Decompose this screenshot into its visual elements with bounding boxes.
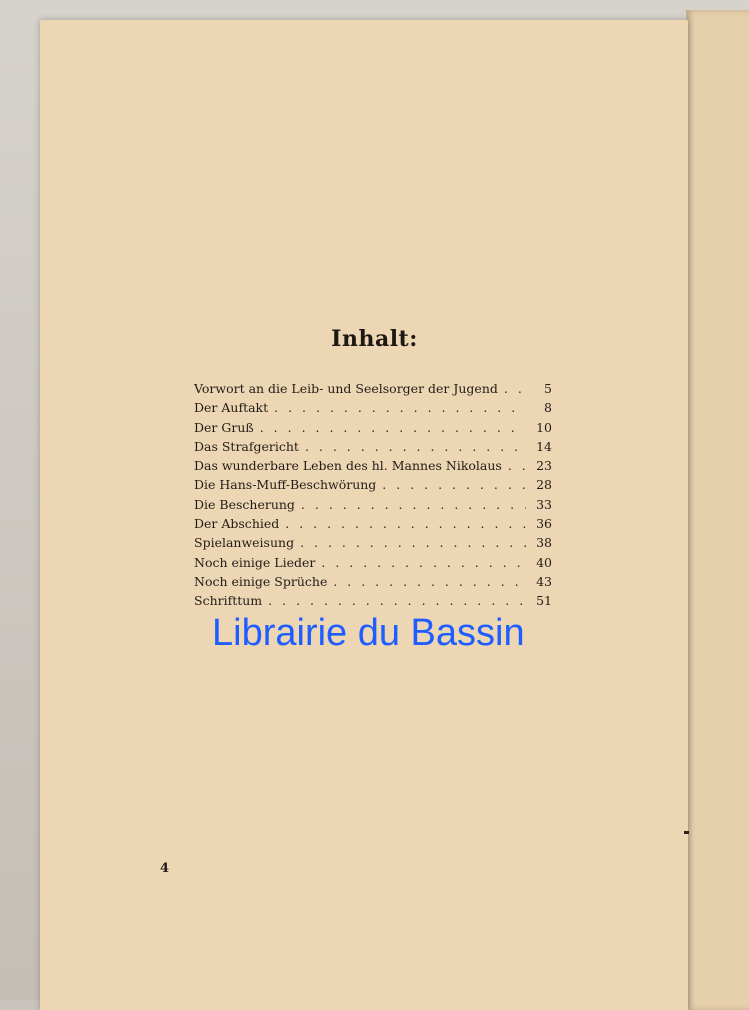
toc-entry-page: 40: [536, 554, 552, 570]
toc-entry-page: 5: [544, 381, 552, 396]
page-number: 4: [160, 861, 170, 876]
toc-leader-dots: [300, 535, 526, 550]
toc-leader-dots: [301, 497, 526, 512]
toc-leader-dots: [285, 516, 526, 531]
toc-leader-dots: [274, 400, 526, 415]
toc-entry-title: Der Gruß: [194, 419, 254, 435]
toc-entry-page: 14: [536, 438, 552, 454]
toc-entry: [194, 458, 552, 477]
toc-entry-page: 28: [536, 477, 552, 493]
facing-page-edge: [686, 10, 749, 1010]
seller-watermark: Librairie du Bassin: [212, 612, 525, 654]
toc-leader-dots: [321, 555, 526, 570]
toc-leader-dots: [305, 439, 526, 454]
toc-entry-title: Die Bescherung: [194, 496, 295, 512]
toc-entry-page: 10: [536, 419, 552, 435]
toc-entry-title: Der Abschied: [194, 516, 280, 532]
toc-entry: [194, 535, 552, 554]
toc-entry-title: Noch einige Lieder: [194, 554, 316, 570]
toc-entry: [194, 420, 552, 439]
toc-entry: [194, 516, 552, 535]
toc-entry: [194, 439, 552, 458]
toc-entry: [194, 574, 552, 593]
toc-entry: [194, 497, 552, 516]
toc-leader-dots: [260, 420, 526, 435]
toc-leader-dots: [504, 381, 526, 396]
toc-entry: [194, 477, 552, 496]
toc-entry-title: Der Auftakt: [194, 400, 269, 416]
toc-entry-page: 43: [536, 573, 552, 589]
table-of-contents: [194, 381, 552, 613]
toc-leader-dots: [382, 477, 526, 492]
toc-entry-title: Vorwort an die Leib- und Seelsorger der Jugend: [194, 381, 498, 396]
toc-entry-title: Das wunderbare Leben des hl. Mannes Nikolaus: [194, 458, 502, 474]
toc-title: Inhalt:: [331, 326, 418, 352]
toc-entry-title: Noch einige Sprüche: [194, 573, 328, 589]
page-edge-mark: [684, 831, 689, 834]
toc-entry-page: 8: [544, 400, 552, 416]
toc-entry: [194, 555, 552, 574]
toc-entry-page: 33: [536, 496, 552, 512]
toc-leader-dots: [268, 593, 526, 608]
toc-leader-dots: [333, 574, 526, 589]
toc-entry-page: 36: [536, 516, 552, 532]
toc-entry: [194, 381, 552, 400]
toc-leader-dots: [508, 458, 526, 473]
toc-entry-page: 51: [536, 593, 552, 609]
toc-entry-page: 38: [536, 535, 552, 551]
toc-entry: [194, 400, 552, 419]
toc-entry-title: Schrifttum: [194, 593, 263, 609]
toc-entry-title: Spielanweisung: [194, 535, 295, 551]
toc-entry-title: Das Strafgericht: [194, 438, 299, 454]
toc-entry-page: 23: [536, 458, 552, 474]
toc-entry-title: Die Hans-Muff-Beschwörung: [194, 477, 377, 493]
toc-entry: [194, 593, 552, 612]
